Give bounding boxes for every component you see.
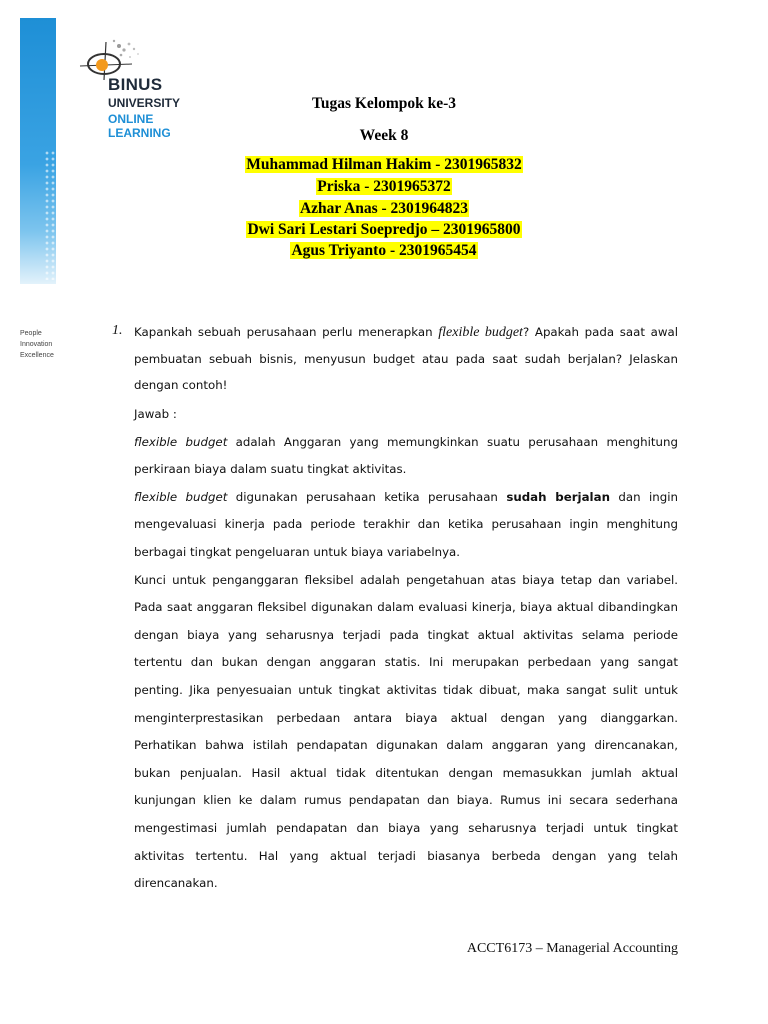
motto-line: People xyxy=(20,330,42,337)
logo-line-4: LEARNING xyxy=(108,126,171,140)
answer-term: flexible budget xyxy=(134,434,228,449)
question-text-a: Kapankah sebuah perusahaan perlu menerapkan xyxy=(134,325,439,339)
question-number: 1. xyxy=(112,323,123,338)
member-line xyxy=(0,178,768,196)
answer-section xyxy=(134,401,678,898)
page-title: Tugas Kelompok ke-3 xyxy=(311,95,457,112)
member-line xyxy=(0,156,768,174)
question-term: flexible budget xyxy=(438,325,523,340)
member-name: Agus Triyanto - 2301965454 xyxy=(291,242,477,259)
answer-paragraph-3: Kunci untuk penganggaran fleksibel adalah pengetahuan atas biaya tetap dan variabel. Pada saat anggaran fleksibel digunakan dalam evaluasi kinerja, biaya aktual dibandingkan dengan biaya yang seharusnya terjadi pada tingkat aktual aktivitas selama periode tertentu dan bukan dengan anggaran statis. Ini merupakan perbedaan yang sangat penting. Jika penyesuaian untuk tingkat aktivitas tidak dibuat, maka sangat sulit untuk menginterprestasikan perbedaan antara biaya aktual dengan yang dianggarkan. Perhatikan bahwa istilah pendapatan digunakan dalam anggaran yang direncanakan, bukan penjualan. Hasil aktual tidak ditentukan dengan memasukkan jumlah aktual kunjungan klien ke dalam rumus pendapatan dan biaya. Rumus ini secara sederhana mengestimasi jumlah pendapatan dan biaya yang seharusnya terjadi untuk tingkat aktivitas tertentu. Hal yang aktual terjadi biasanya berbeda dengan yang telah direncanakan. xyxy=(134,572,678,891)
answer-paragraph-1 xyxy=(134,429,678,484)
motto-line: Excellence xyxy=(20,352,54,359)
answer-text: digunakan perusahaan ketika perusahaan xyxy=(227,489,507,504)
member-line xyxy=(0,221,768,239)
answer-paragraph-2 xyxy=(134,484,678,567)
member-name: Muhammad Hilman Hakim - 2301965832 xyxy=(246,156,522,173)
motto-line: Innovation xyxy=(20,341,53,348)
answer-text: dan ingin mengevaluasi kinerja pada periode terakhir dan ketika perusahaan ingin menghitung berbagai tingkat pengeluaran untuk biaya variabelnya. xyxy=(134,489,678,559)
member-name: Azhar Anas - 2301964823 xyxy=(299,200,469,217)
logo-line-2: UNIVERSITY xyxy=(108,96,181,110)
member-name: Dwi Sari Lestari Soepredjo – 2301965800 xyxy=(247,221,521,238)
question-text-b: ? Apakah pada saat awal pembuatan sebuah bisnis, menyusun budget atau pada saat sudah berjalan? Jelaskan dengan contoh! xyxy=(134,325,678,392)
question-text xyxy=(134,319,678,398)
answer-text: adalah Anggaran yang memungkinkan suatu perusahaan menghitung perkiraan biaya dalam suatu tingkat aktivitas. xyxy=(134,434,678,477)
answer-label: Jawab : xyxy=(134,407,177,421)
member-line xyxy=(0,242,768,260)
logo-motto xyxy=(20,328,54,361)
answer-emphasis: sudah berjalan xyxy=(506,489,610,504)
logo-line-1: BINUS xyxy=(108,75,163,94)
logo-line-3: ONLINE xyxy=(108,112,154,126)
course-footer: ACCT6173 – Managerial Accounting xyxy=(466,941,678,956)
answer-term: flexible budget xyxy=(134,489,228,504)
member-name: Priska - 2301965372 xyxy=(317,178,451,195)
week-label: Week 8 xyxy=(359,127,409,144)
member-line xyxy=(0,200,768,218)
